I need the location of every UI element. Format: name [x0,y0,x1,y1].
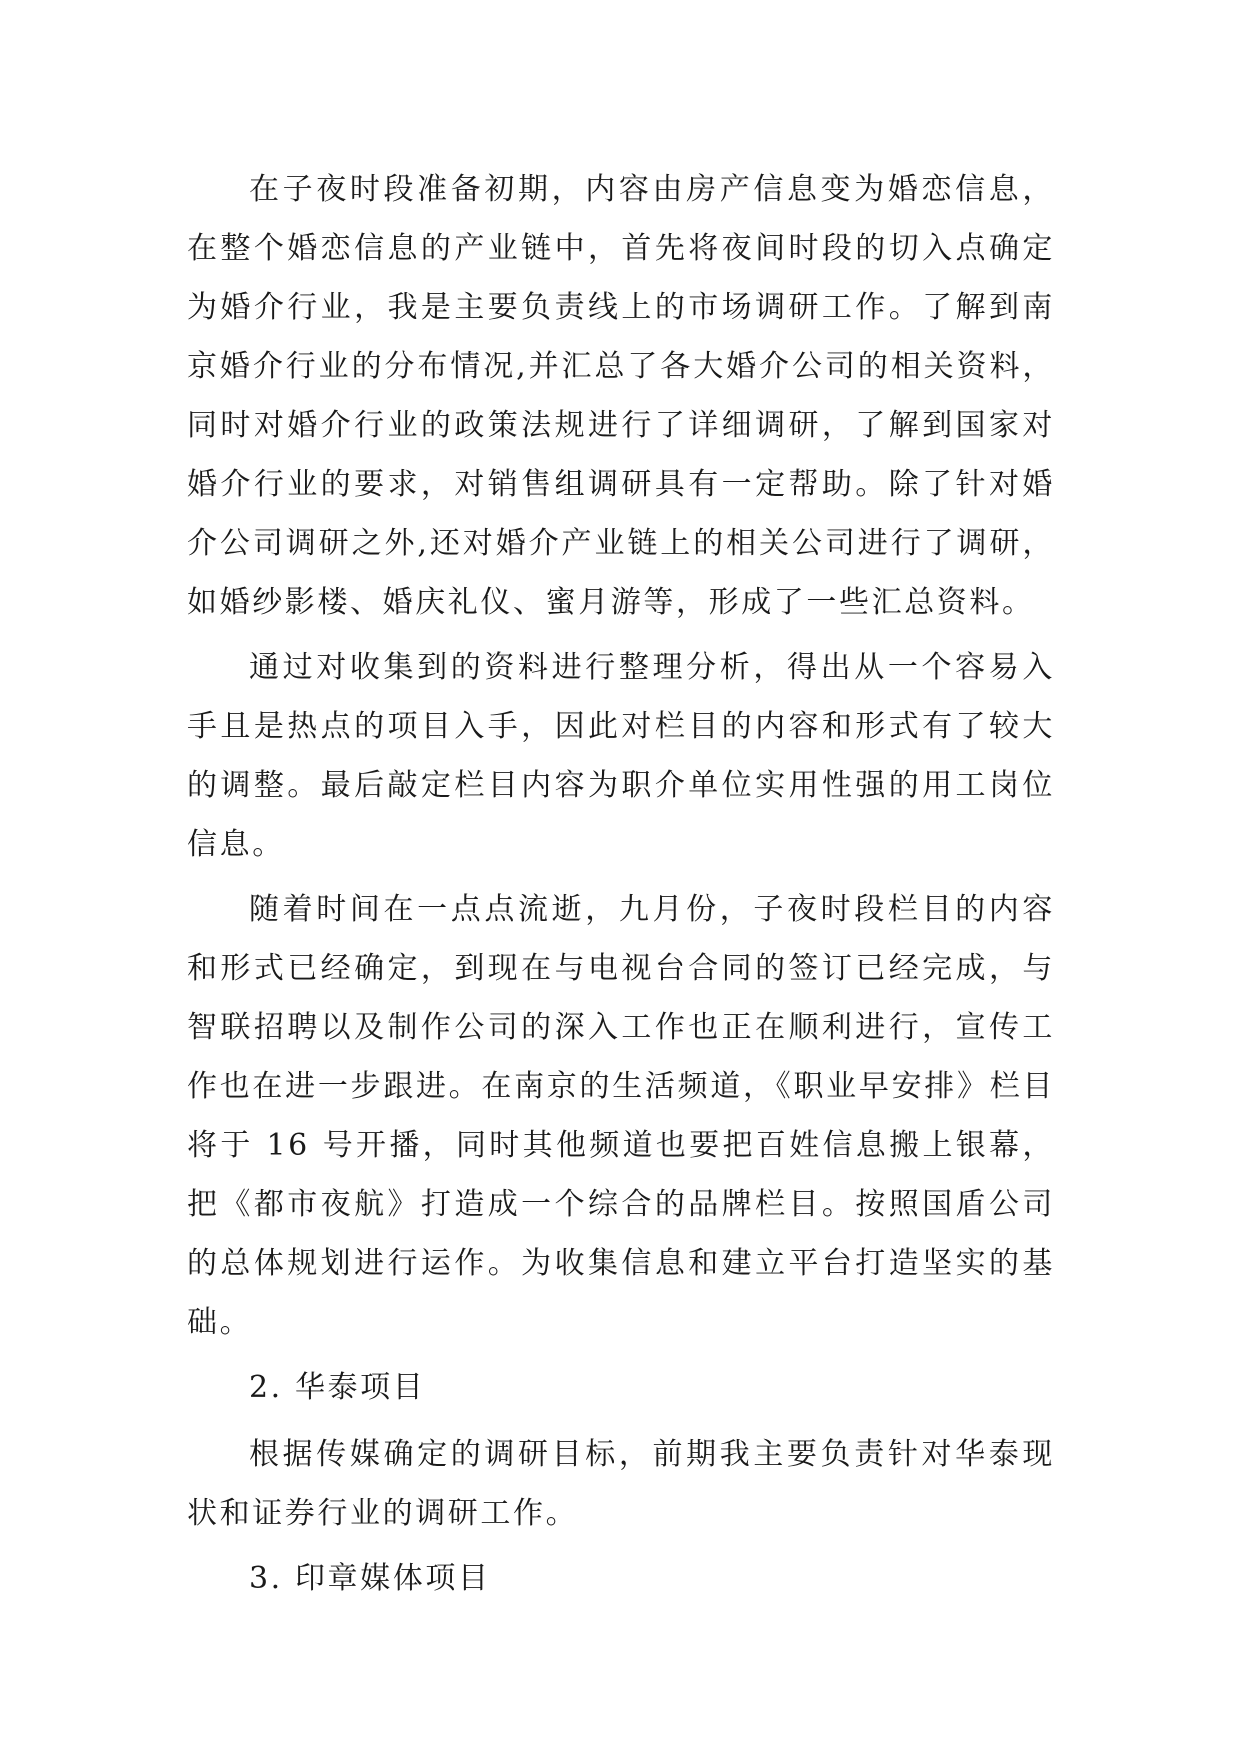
paragraph-huatai: 根据传媒确定的调研目标，前期我主要负责针对华泰现状和证券行业的调研工作。 [187,1437,1055,1531]
section-heading-seal-media: 3. 印章媒体项目 [249,1561,491,1596]
paragraph-analysis: 通过对收集到的资料进行整理分析，得出从一个容易入手且是热点的项目入手，因此对栏目的内容和形式有了较大的调整。最后敲定栏目内容为职介单位实用性强的用工岗位信息。 [187,650,1055,862]
paragraph-progress: 随着时间在一点点流逝，九月份，子夜时段栏目的内容和形式已经确定，到现在与电视台合同的签订已经完成，与智联招聘以及制作公司的深入工作也正在顺利进行，宣传工作也在进一步跟进。在南京的生活频道，《职业早安排》栏目将于 16 号开播，同时其他频道也要把百姓信息搬上银幕，把《都市夜航》打造成一个综合的品牌栏目。按照国盾公司的总体规划进行运作。为收集信息和建立平台打造坚实的基础。 [187,892,1055,1340]
document-body [187,160,1055,1616]
section-heading-huatai: 2. 华泰项目 [249,1370,426,1405]
paragraph-midnight-slot: 在子夜时段准备初期，内容由房产信息变为婚恋信息，在整个婚恋信息的产业链中，首先将夜间时段的切入点确定为婚介行业，我是主要负责线上的市场调研工作。了解到南京婚介行业的分布情况,并汇总了各大婚介公司的相关资料，同时对婚介行业的政策法规进行了详细调研，了解到国家对婚介行业的要求，对销售组调研具有一定帮助。除了针对婚介公司调研之外,还对婚介产业链上的相关公司进行了调研，如婚纱影楼、婚庆礼仪、蜜月游等，形成了一些汇总资料。 [187,172,1055,620]
